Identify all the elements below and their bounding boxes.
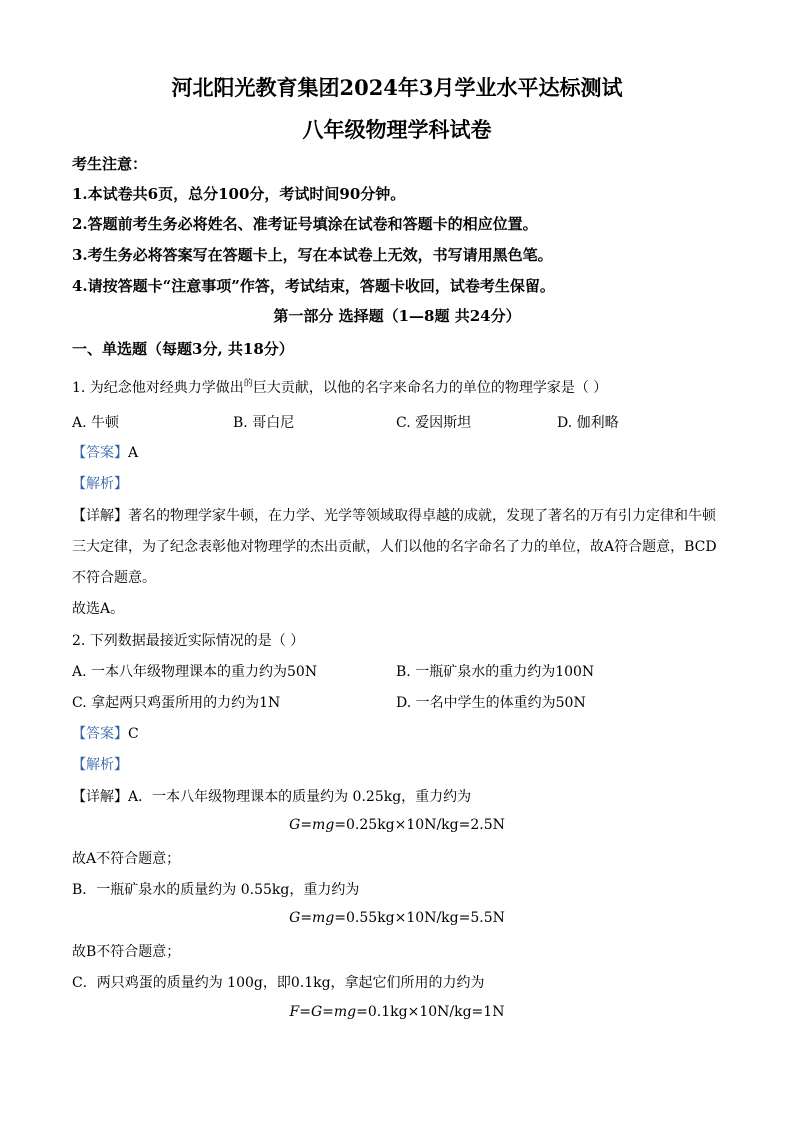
notice-item-4: 4.请按答题卡“注意事项”作答，考试结束，答题卡收回，试卷考生保留。: [72, 277, 555, 295]
formula-equals: =: [322, 1004, 334, 1020]
q1-answer: [72, 442, 138, 462]
q1-detail-line-2: 三大定律，为了纪念表彰他对物理学的杰出贡献，人们以他的名字命名了力的单位，故A符合题意，BCD: [72, 539, 717, 555]
q1-option-a: A. 牛顿: [72, 415, 120, 431]
part-heading: 第一部分 选择题（1—8题 共24分）: [273, 307, 521, 325]
q2-formula-c: [0, 1004, 794, 1020]
q1-stem: [72, 377, 607, 397]
formula-equals: =: [300, 910, 313, 926]
notice-heading: 考生注意：: [72, 155, 148, 173]
answer-value: C: [128, 726, 139, 742]
q1-detail-line-3: 不符合题意。: [72, 570, 156, 586]
detail-text: 著名的物理学家牛顿，在力学、光学等领域取得卓越的成就，发现了著名的万有引力定律和牛顿: [128, 508, 716, 524]
formula-symbol: G: [289, 817, 301, 833]
q1-analysis-tag: 【解析】: [72, 476, 128, 492]
answer-value: A: [128, 445, 139, 461]
q2-analysis-tag: 【解析】: [72, 757, 128, 773]
q1-detail-line-1: [72, 505, 716, 525]
q1-stem-part-a: 1. 为纪念他对经典力学做出: [72, 380, 244, 396]
q2-detail-b: B．一瓶矿泉水的质量约为 0.55kg，重力约为: [72, 882, 360, 898]
formula-symbol: mg: [312, 910, 335, 926]
detail-text: A．一本八年级物理课本的质量约为 0.25kg，重力约为: [128, 789, 472, 805]
q2-formula-a: [0, 817, 794, 833]
q2-conclusion-a: 故A不符合题意；: [72, 851, 181, 867]
q2-option-d: D. 一名中学生的体重约为50N: [396, 695, 586, 711]
q1-stem-superscript: 的: [243, 379, 253, 389]
q1-option-d: D. 伽利略: [557, 415, 619, 431]
formula-symbol: G: [289, 910, 301, 926]
q2-stem: 2. 下列数据最接近实际情况的是（ ）: [72, 633, 305, 649]
q2-detail-a: [72, 786, 471, 806]
notice-item-1: 1.本试卷共6页，总分100分，考试时间90分钟。: [72, 185, 406, 203]
q1-conclusion: 故选A。: [72, 601, 125, 617]
exam-subtitle: 八年级物理学科试卷: [302, 117, 492, 142]
q2-detail-c: C．两只鸡蛋的质量约为 100g，即0.1kg，拿起它们所用的力约为: [72, 975, 485, 991]
section-heading: 一、单选题（每题3分, 共18分）: [72, 340, 294, 358]
q2-formula-b: [0, 910, 794, 926]
q2-option-c: C. 拿起两只鸡蛋所用的力约为1N: [72, 695, 281, 711]
formula-rhs: =0.1kg×10N/kg=1N: [356, 1004, 505, 1020]
formula-equals: =: [299, 1004, 311, 1020]
q2-option-a: A. 一本八年级物理课本的重力约为50N: [72, 664, 318, 680]
q1-option-b: B. 哥白尼: [233, 415, 295, 431]
formula-symbol: F: [289, 1004, 300, 1020]
notice-item-3: 3.考生务必将答案写在答题卡上，写在本试卷上无效，书写请用黑色笔。: [72, 246, 553, 264]
notice-item-2: 2.答题前考生务必将姓名、准考证号填涂在试卷和答题卡的相应位置。: [72, 215, 538, 233]
formula-symbol: mg: [312, 817, 335, 833]
formula-rhs: =0.25kg×10N/kg=2.5N: [334, 817, 505, 833]
q1-option-c: C. 爱因斯坦: [396, 415, 472, 431]
answer-tag: 【答案】: [72, 726, 128, 742]
exam-title: 河北阳光教育集团2024年3月学业水平达标测试: [171, 75, 623, 100]
answer-tag: 【答案】: [72, 445, 128, 461]
detail-tag: 【详解】: [72, 508, 128, 524]
q2-conclusion-b: 故B不符合题意；: [72, 944, 181, 960]
detail-tag: 【详解】: [72, 789, 128, 805]
q2-answer: [72, 723, 139, 743]
q1-stem-part-b: 巨大贡献，以他的名字来命名力的单位的物理学家是（ ）: [252, 380, 608, 396]
formula-symbol: mg: [333, 1004, 357, 1020]
formula-rhs: =0.55kg×10N/kg=5.5N: [334, 910, 505, 926]
formula-equals: =: [300, 817, 313, 833]
formula-symbol: G: [310, 1004, 323, 1020]
q2-option-b: B. 一瓶矿泉水的重力约为100N: [396, 664, 595, 680]
